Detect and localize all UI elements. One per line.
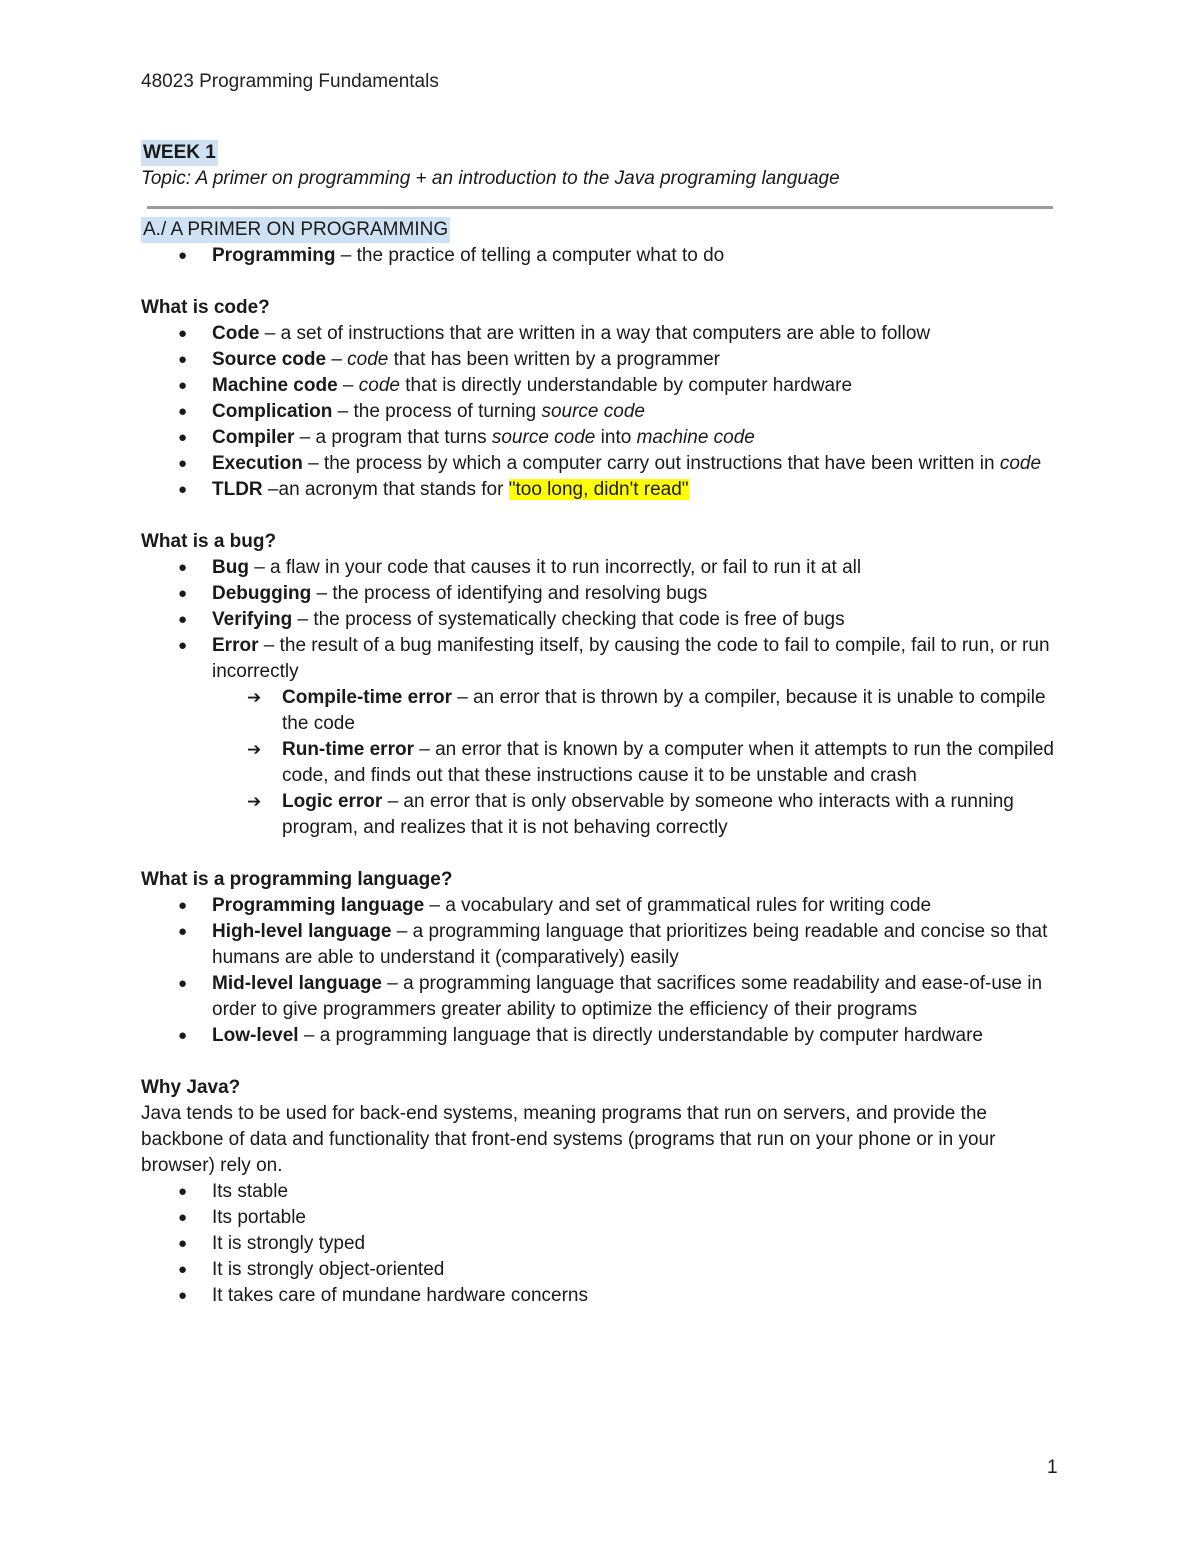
definition: – the process of turning: [332, 401, 542, 422]
term: High-level language: [212, 921, 392, 942]
italic-term: source code: [491, 427, 596, 448]
bullet-icon: ●: [178, 637, 188, 654]
arrow-icon: ➔: [247, 792, 262, 811]
definition: –: [326, 349, 348, 370]
definition: – a programming language that prioritizes being readable and concise so that humans are able to understand it (comparatively) easily: [212, 921, 1048, 968]
list-item: [141, 685, 1056, 737]
topic-line: Topic: A primer on programming + an introduction to the Java programing language: [141, 168, 840, 189]
term: Mid-level language: [212, 973, 382, 994]
definition: –an acronym that stands for: [262, 479, 509, 500]
term: Verifying: [212, 609, 293, 630]
heading-what-is-a-bug: What is a bug?: [141, 531, 277, 552]
bullet-icon: ●: [178, 975, 188, 992]
heading-why-java: Why Java?: [141, 1077, 241, 1098]
spacer: [141, 841, 1056, 867]
term: Bug: [212, 557, 249, 578]
bullet-icon: ●: [178, 325, 188, 342]
list-item: [141, 1205, 1056, 1231]
italic-term: source code: [541, 401, 645, 422]
definition: – an error that is thrown by a compiler, because it is unable to compile the code: [282, 687, 1046, 734]
spacer: [141, 1049, 1056, 1075]
list-item-text: It is strongly typed: [212, 1233, 366, 1254]
definition: – a vocabulary and set of grammatical rules for writing code: [424, 895, 932, 916]
bullet-icon: ●: [178, 429, 188, 446]
code-list: [141, 321, 1056, 503]
definition: – a flaw in your code that causes it to run incorrectly, or fail to run it at all: [248, 557, 862, 578]
java-reasons-list: [141, 1179, 1056, 1309]
definition: that is directly understandable by computer hardware: [399, 375, 853, 396]
term: Compiler: [212, 427, 295, 448]
term: Programming language: [212, 895, 425, 916]
bullet-icon: ●: [178, 611, 188, 628]
bug-list: [141, 555, 1056, 685]
definition: into: [595, 427, 637, 448]
spacer: [141, 269, 1056, 295]
bullet-icon: ●: [178, 1287, 188, 1304]
week-title: WEEK 1: [141, 140, 218, 166]
term: Code: [212, 323, 260, 344]
bullet-icon: ●: [178, 559, 188, 576]
term: Complication: [212, 401, 333, 422]
list-item: [141, 347, 1056, 373]
list-item: [141, 555, 1056, 581]
italic-term: code: [999, 453, 1042, 474]
list-item-text: It takes care of mundane hardware concerns: [212, 1285, 588, 1306]
definition: – the process of identifying and resolving bugs: [311, 583, 708, 604]
page-number: 1: [1047, 1457, 1058, 1478]
list-item: [141, 607, 1056, 633]
bullet-icon: ●: [178, 1209, 188, 1226]
list-item: [141, 789, 1056, 841]
bullet-icon: ●: [178, 585, 188, 602]
highlighted-text: "too long, didn't read": [508, 479, 689, 500]
bullet-icon: ●: [178, 897, 188, 914]
list-item: [141, 321, 1056, 347]
arrow-icon: ➔: [247, 740, 262, 759]
error-types-list: [141, 685, 1056, 841]
list-item: [141, 919, 1056, 971]
definition: – an error that is only observable by someone who interacts with a running program, and realizes that it is not behaving correctly: [282, 791, 1014, 838]
definition: – a programming language that sacrifices some readability and ease-of-use in order to give programmers greater ability to optimize the efficiency of their programs: [212, 973, 1043, 1020]
term: Source code: [212, 349, 327, 370]
list-item: [141, 399, 1056, 425]
list-item: [141, 1179, 1056, 1205]
list-item: [141, 243, 1056, 269]
term: Machine code: [212, 375, 338, 396]
term: Execution: [212, 453, 303, 474]
term: Error: [212, 635, 259, 656]
list-item: [141, 1257, 1056, 1283]
bullet-icon: ●: [178, 403, 188, 420]
week-title-line: [141, 140, 1056, 166]
arrow-icon: ➔: [247, 688, 262, 707]
bullet-icon: ●: [178, 1183, 188, 1200]
bullet-icon: ●: [178, 351, 188, 368]
italic-term: machine code: [636, 427, 755, 448]
list-item: [141, 737, 1056, 789]
list-item: [141, 1231, 1056, 1257]
bullet-icon: ●: [178, 247, 188, 264]
list-item: [141, 971, 1056, 1023]
bullet-icon: ●: [178, 481, 188, 498]
definition: – a program that turns: [294, 427, 492, 448]
definition: – a programming language that is directly understandable by computer hardware: [298, 1025, 983, 1046]
list-item: [141, 373, 1056, 399]
definition: that has been written by a programmer: [388, 349, 720, 370]
bullet-icon: ●: [178, 1261, 188, 1278]
list-item: [141, 477, 1056, 503]
course-header: 48023 Programming Fundamentals: [141, 71, 439, 92]
list-item-text: Its portable: [212, 1207, 306, 1228]
list-item: [141, 1283, 1056, 1309]
definition: – the process by which a computer carry out instructions that have been written in: [302, 453, 1000, 474]
document-body: [141, 140, 1056, 1309]
bullet-icon: ●: [178, 1027, 188, 1044]
term: Low-level: [212, 1025, 299, 1046]
list-item: [141, 633, 1056, 685]
definition: – the result of a bug manifesting itself, by causing the code to fail to compile, fail to run, or run incorrectly: [212, 635, 1050, 682]
section-title: A./ A PRIMER ON PROGRAMMING: [141, 217, 450, 243]
list-item-text: Its stable: [212, 1181, 289, 1202]
spacer: [141, 503, 1056, 529]
term: Debugging: [212, 583, 312, 604]
list-item: [141, 893, 1056, 919]
bullet-icon: ●: [178, 455, 188, 472]
list-item: [141, 1023, 1056, 1049]
heading-what-is-code: What is code?: [141, 297, 270, 318]
bullet-icon: ●: [178, 1235, 188, 1252]
bullet-icon: ●: [178, 377, 188, 394]
primer-list: [141, 243, 1056, 269]
list-item: [141, 581, 1056, 607]
definition: – the practice of telling a computer what to do: [335, 245, 725, 266]
section-title-line: [141, 217, 1056, 243]
definition: – the process of systematically checking that code is free of bugs: [292, 609, 845, 630]
list-item-text: It is strongly object-oriented: [212, 1259, 445, 1280]
term: TLDR: [212, 479, 263, 500]
term: Programming: [212, 245, 336, 266]
definition: – a set of instructions that are written in a way that computers are able to follow: [259, 323, 931, 344]
italic-term: code: [358, 375, 400, 396]
list-item: [141, 451, 1056, 477]
bullet-icon: ●: [178, 923, 188, 940]
definition: – an error that is known by a computer when it attempts to run the compiled code, and finds out that these instructions cause it to be unstable and crash: [282, 739, 1054, 786]
term: Run-time error: [282, 739, 414, 760]
term: Compile-time error: [282, 687, 452, 708]
heading-programming-language: What is a programming language?: [141, 869, 453, 890]
italic-term: code: [347, 349, 389, 370]
language-list: [141, 893, 1056, 1049]
java-paragraph: Java tends to be used for back-end systems, meaning programs that run on servers, and provide the backbone of data and functionality that front-end systems (programs that run on your phone or in your browser) rely on.: [141, 1103, 996, 1176]
definition: –: [337, 375, 359, 396]
horizontal-rule: [147, 206, 1053, 209]
term: Logic error: [282, 791, 383, 812]
list-item: [141, 425, 1056, 451]
